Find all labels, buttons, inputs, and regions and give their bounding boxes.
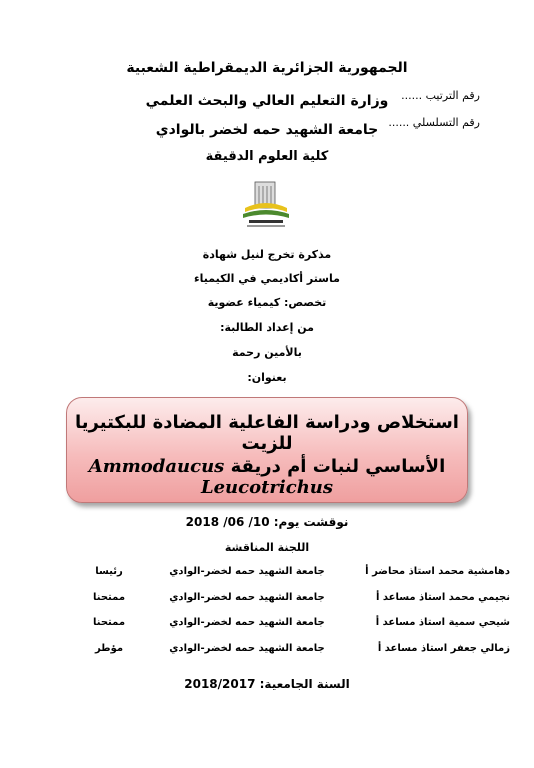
prepared-by-label: من إعداد الطالبة:: [220, 321, 314, 334]
thesis-title-line-1: استخلاص ودراسة الفاعلية المضادة للبكتيريا للزيت: [75, 412, 459, 454]
jury-member-role: رئيسا: [95, 566, 123, 577]
specialty-label: تخصص: كيمياء عضوية: [207, 296, 327, 309]
jury-member-institution: جامعة الشهيد حمه لخضر-الوادي: [169, 566, 325, 577]
jury-member-role: مؤطر: [94, 643, 124, 654]
title-label: بعنوان:: [247, 371, 287, 384]
species-name: Ammodaucus Leucotrichus: [88, 456, 334, 498]
defense-date: نوقشت يوم: 10/ 06/ 2018: [185, 515, 349, 529]
jury-member-role: ممتحنا: [92, 592, 126, 603]
jury-member-name: دهامشية محمد استاذ محاضر أ: [365, 566, 510, 577]
university-logo-icon: [241, 178, 291, 230]
jury-row: [0, 566, 534, 586]
jury-member-institution: جامعة الشهيد حمه لخضر-الوادي: [169, 592, 325, 603]
jury-row: [0, 592, 534, 612]
jury-member-name: زمالي جعفر استاذ مساعد أ: [377, 643, 510, 654]
jury-row: [0, 643, 534, 663]
jury-member-institution: جامعة الشهيد حمه لخضر-الوادي: [169, 617, 325, 628]
faculty-heading: كلية العلوم الدقيقة: [205, 149, 329, 164]
university-heading: جامعة الشهيد حمه لخضر بالوادي: [155, 122, 379, 138]
ministry-heading: وزارة التعليم العالي والبحث العلمي: [145, 93, 389, 109]
jury-member-name: شيحي سمية استاذ مساعد أ: [375, 617, 510, 628]
jury-member-role: ممتحنا: [92, 617, 126, 628]
republic-heading: الجمهورية الجزائرية الديمقراطية الشعبية: [126, 60, 408, 76]
academic-year: السنة الجامعية: 2018/2017: [184, 677, 350, 691]
student-name: بالأمين رحمة: [232, 346, 302, 359]
serial-number-label: رقم التسلسلي ......: [388, 116, 480, 129]
committee-label: اللجنة المناقشة: [224, 541, 310, 554]
jury-member-institution: جامعة الشهيد حمه لخضر-الوادي: [169, 643, 325, 654]
jury-row: [0, 617, 534, 637]
jury-member-name: نجيمي محمد استاذ مساعد أ: [375, 592, 510, 603]
thesis-title-box: [66, 397, 468, 503]
thesis-title-line-2: [67, 456, 467, 498]
degree-label: ماستر أكاديمي في الكيمياء: [194, 272, 340, 285]
thesis-title-arabic: الأساسي لنبات أم دريقة: [230, 456, 446, 477]
order-number-label: رقم الترتيب ......: [401, 89, 480, 102]
thesis-purpose: مذكرة تخرج لنيل شهادة: [202, 248, 332, 261]
